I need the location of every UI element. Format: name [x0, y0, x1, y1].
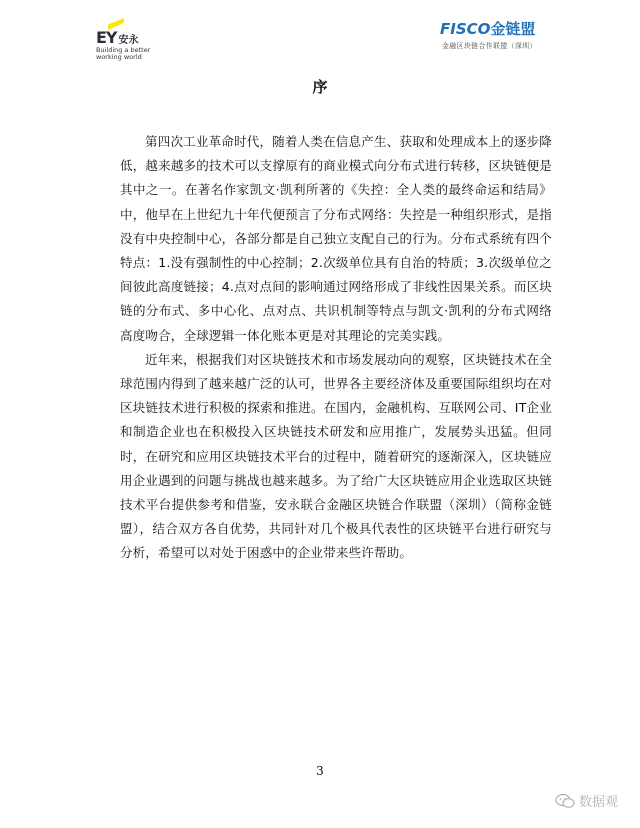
- watermark-text: 数据观: [579, 795, 619, 810]
- preface-body: [120, 130, 552, 566]
- ey-logo-tagline: Building a better working world: [96, 46, 151, 61]
- paragraph-2: 近年来，根据我们对区块链技术和市场发展动向的观察，区块链技术在全球范围内得到了越来越广泛的认可，世界各主要经济体及重要国际组织均在对区块链技术进行积极的探索和推进。在国内，金融机构、互联网公司、IT企业和制造企业也在积极投入区块链技术研发和应用推广，发展势头迅猛。但同时，在研究和应用区块链技术平台的过程中，随着研究的逐渐深入，区块链应用企业遇到的问题与挑战也越来越多。为了给广大区块链应用企业选取区块链技术平台提供参考和借鉴，安永联合金融区块链合作联盟（深圳）（简称金链盟），结合双方各自优势，共同针对几个极具代表性的区块链平台进行研究与分析，希望可以对处于困惑中的企业带来些许帮助。: [120, 351, 552, 561]
- fisco-logo: [440, 20, 570, 50]
- page-title: 序: [312, 78, 328, 96]
- ey-logo-chinese: 安永: [118, 35, 139, 46]
- fisco-logo-chinese: 金链盟: [490, 20, 536, 38]
- page-number: 3: [316, 764, 324, 778]
- paragraph-1: 第四次工业革命时代，随着人类在信息产生、获取和处理成本上的逐步降低，越来越多的技术可以支撑原有的商业模式向分布式进行转移，区块链便是其中之一。在著名作家凯文·凯利所著的《失控：全人类的最终命运和结局》中，他早在上世纪九十年代便预言了分布式网络：失控是一种组织形式，是指没有中央控制中心，各部分都是自己独立支配自己的行为。分布式系统有四个特点：1.没有强制性的中心控制；2.次级单位具有自治的特质；3.次级单位之间彼此高度链接；4.点对点间的影响通过网络形成了非线性因果关系。而区块链的分布式、多中心化、点对点、共识机制等特点与凯文·凯利的分布式网络高度吻合，全球逻辑一体化账本更是对其理论的完美实践。: [120, 134, 552, 343]
- ey-logo: [96, 16, 166, 66]
- watermark: [555, 791, 618, 810]
- fisco-logo-subtitle: 金融区块链合作联盟（深圳）: [442, 42, 537, 50]
- ey-logo-mark: EY: [96, 28, 117, 47]
- fisco-logo-mark: FISCO: [440, 20, 491, 38]
- wechat-icon: [555, 793, 575, 809]
